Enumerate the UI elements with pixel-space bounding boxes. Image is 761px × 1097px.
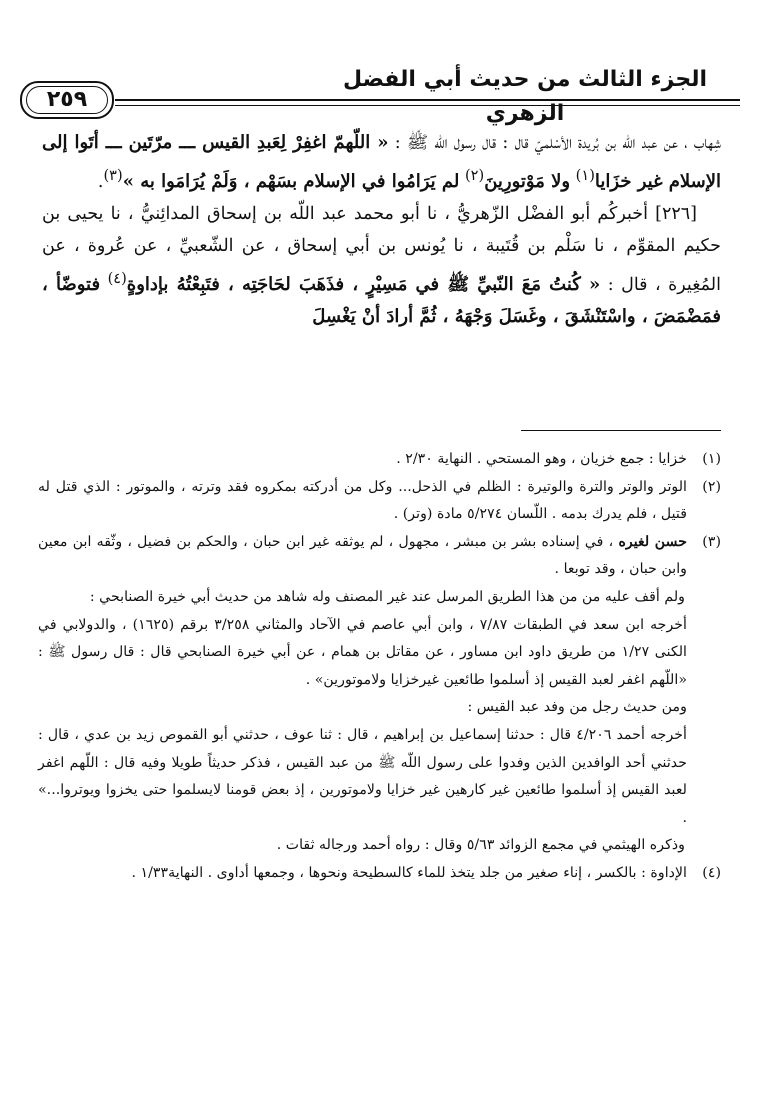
footnote-text bbox=[38, 529, 687, 584]
footnote-separator bbox=[521, 430, 721, 431]
hadith-text-a: « اللّهمّ اغفِرْ لِعَبدِ القيس ـــ مرّتَين ـــ أتَوا إلى الإسلام غير خزَايا bbox=[42, 132, 721, 192]
paragraph-1 bbox=[42, 127, 721, 198]
footnote-text: الوتر والوتر والترة والوتيرة : الظلم في الذحل... وكل من أدركته بمكروه فقد وترته ، والموتور : الذي قتل له قتيل ، فلم يدرك بدمه . اللّسان ٥/٢٧٤ مادة (وتر) . bbox=[38, 478, 687, 523]
isnad-226: [٢٢٦] أخبركُم أبو الفضْل الزّهريُّ ، نا أبو محمد عبد اللّه بن إسحاق المدائِنيُّ ، نا يحيى بن حكيم المقوِّم ، نا سَلْم بن قُتَيبة ، نا يُونس بن أبي إسحاق ، عن الشّعبيِّ ، عن عُروة ، عن المُغِيرة ، قال : bbox=[42, 203, 721, 295]
footnote-number: (٣) bbox=[702, 533, 721, 550]
footnote-3 bbox=[38, 529, 721, 860]
footnote-1 bbox=[38, 446, 721, 474]
header-rule-thin bbox=[115, 105, 740, 106]
footnote-text: أخرجه ابن سعد في الطبقات ٧/٨٧ ، وابن أبي عاصم في الآحاد والمثاني ٣/٢٥٨ برقم (١٦٢٥) ، والدولابي في الكنى ١/٢٧ من طريق داود ابن مساور ، عن مقاتل بن همام ، عن أبي خيرة الصنابحي قال : قال رسول ﷺ : «اللّهم اغفر لعبد القيس إذ أسلموا طائعين غيرخزايا ولاموتورين» . bbox=[38, 616, 688, 688]
footnotes bbox=[38, 446, 721, 888]
period: . bbox=[97, 171, 104, 192]
footnote-text: وذكره الهيثمي في مجمع الزوائد ٥/٦٣ وقال : رواه أحمد ورجاله ثقات . bbox=[276, 837, 685, 854]
isnad-line: شِهاب ، عن عبد اللّه بن بُريدة الأسْلميّ قال : قال رسول اللّه ﷺ : bbox=[394, 133, 721, 153]
footnote-4 bbox=[38, 860, 721, 888]
hadith-text-c: لم يَرَامُوا في الإسلام بسَهْم ، وَلَمْ يُرَامَوا به » bbox=[122, 170, 460, 192]
paragraph-2 bbox=[42, 198, 721, 334]
hadith-text-b: ولا مَوْتورِينَ bbox=[484, 170, 571, 192]
page-number: ٢٥٩ bbox=[20, 81, 114, 119]
footnote-ref-2[interactable]: (٢) bbox=[464, 166, 485, 184]
footnote-number: (٢) bbox=[702, 478, 721, 495]
footnote-text: الإداوة : بالكسر ، إناء صغير من جلد يتخذ للماء كالسطيحة ونحوها ، وجمعها أداوى . النهاية١/٣٣ . bbox=[131, 864, 687, 881]
hadith2-text-b: فتوضّأ ، فمَضْمَضَ ، واسْتَنْشَقَ ، وغَسَلَ وَجْهَهُ ، ثُمَّ أرادَ أنْ يَغْسِلَ bbox=[42, 273, 721, 328]
running-header bbox=[20, 55, 740, 126]
grading-label: حسن لغيره bbox=[618, 533, 687, 550]
footnote-text: خزايا : جمع خزيان ، وهو المستحي . النهاية ٢/٣٠ . bbox=[396, 451, 687, 467]
footnote-text: ومن حديث رجل من وفد عبد القيس : bbox=[467, 699, 687, 716]
footnote-text: ولم أقف عليه من من هذا الطريق المرسل عند غير المصنف وله شاهد من حديث أبي خيرة الصنابحي : bbox=[89, 588, 685, 605]
footnote-ref-1[interactable]: (١) bbox=[575, 166, 595, 184]
running-title: الجزء الثالث من حديث أبي الفضل الزهري bbox=[342, 67, 708, 126]
footnote-number: (٤) bbox=[702, 864, 721, 881]
footnote-ref-3[interactable]: (٣) bbox=[103, 166, 123, 184]
footnote-2 bbox=[38, 474, 721, 529]
footnote-text: أخرجه أحمد ٤/٢٠٦ قال : حدثنا إسماعيل بن إبراهيم ، قال : ثنا عوف ، حدثني أبو القموص زيد بن عدي ، قال : حدثني أحد الوافدين الذين وفدوا على رسول اللّه ﷺ من عبد القيس ، فذكر حديثاً طويلا وفيه قال : اللّهم اغفر لعبد القيس إذ أسلموا طائعين غير كارهين غير خزايا ولاموتورين ، إذ بعض قومنا لايسلموا حتى يخزوا ويوتروا...» . bbox=[38, 726, 687, 826]
hadith2-text-a: « كُنتُ مَعَ النّبيِّ ﷺ في مَسِيْرٍ ، فذَهَبَ لحَاجَتِه ، فتَبِعْتُهُ بإداوةٍ bbox=[126, 273, 601, 295]
footnote-number: (١) bbox=[702, 451, 721, 467]
header-rule bbox=[115, 99, 740, 101]
grading-detail: ، في إسناده بشر بن مبشر ، مجهول ، لم يوثقه غير ابن حبان ، والحكم بن فضيل ، وثّقه ابن معين وابن حبان ، وقد توبعا . bbox=[38, 533, 687, 578]
main-text bbox=[42, 127, 721, 334]
footnote-ref-4[interactable]: (٤) bbox=[107, 269, 127, 287]
